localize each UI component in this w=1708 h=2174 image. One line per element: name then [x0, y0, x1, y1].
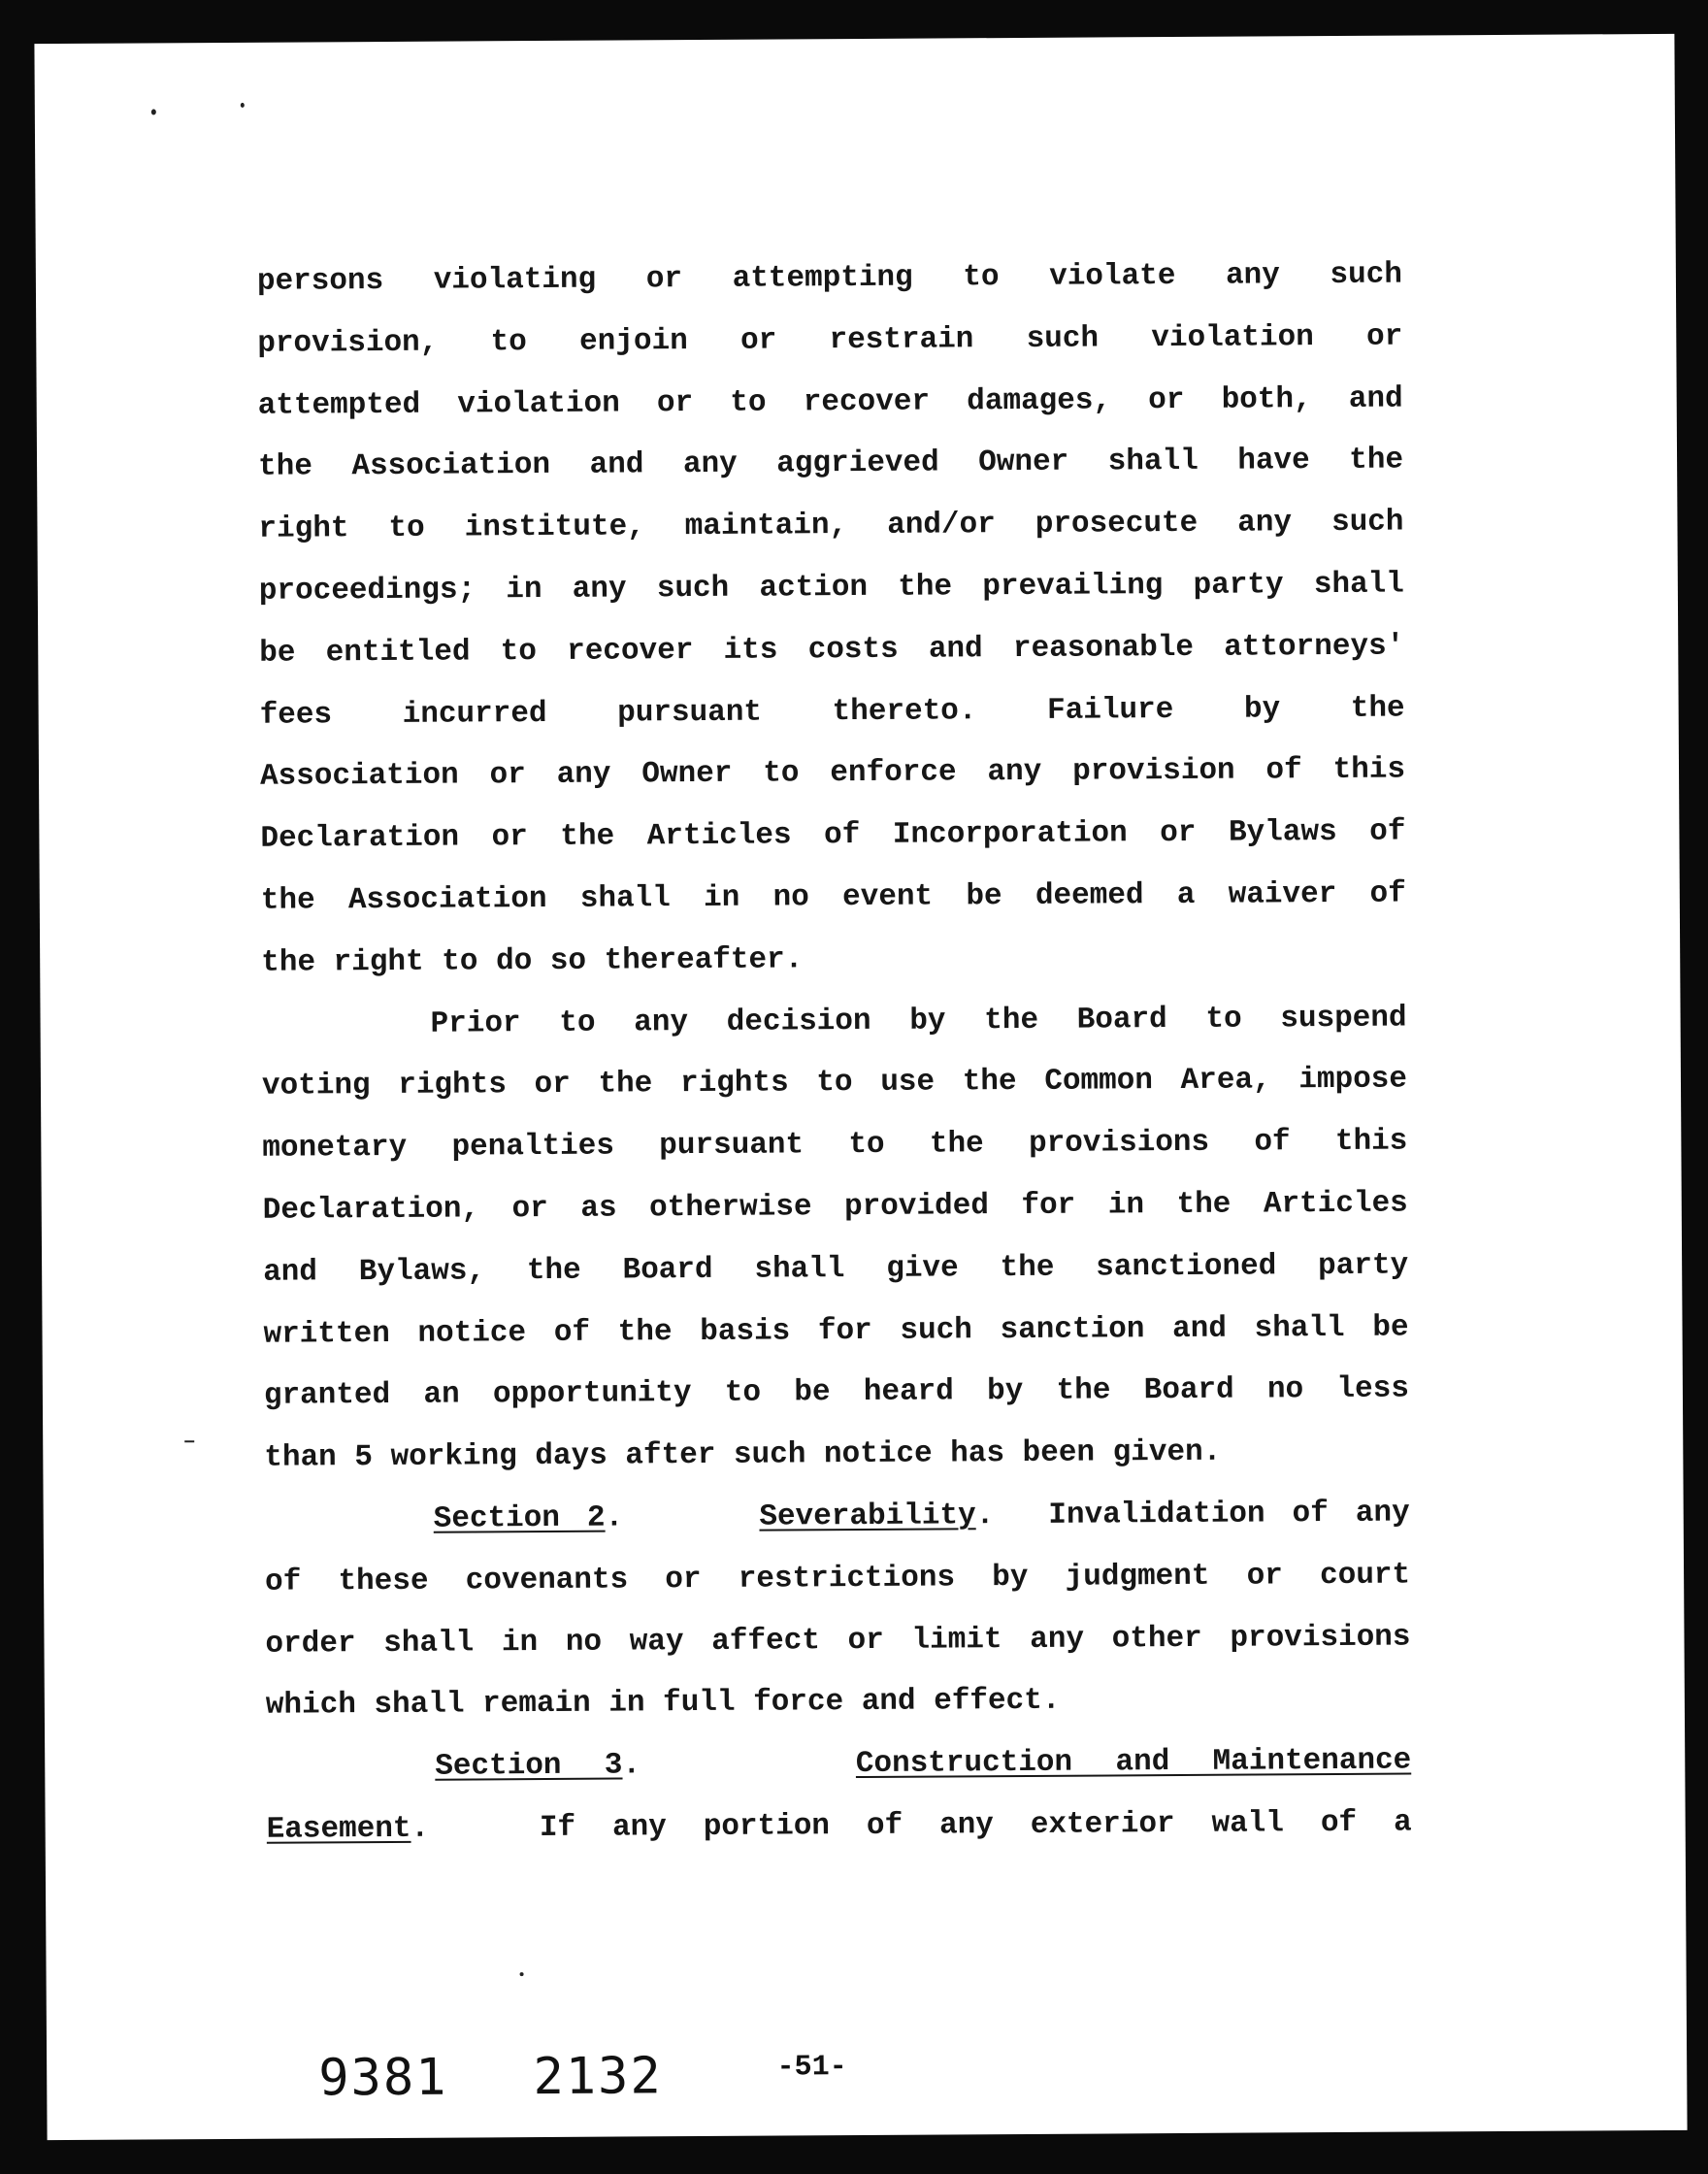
- page-number: -51-: [776, 2051, 847, 2085]
- document-code-a: 9381: [318, 2048, 448, 2108]
- text-line: If any portion of any exterior wall of a: [539, 1805, 1412, 1845]
- scan-speck: [151, 109, 156, 115]
- document-code-b: 2132: [533, 2047, 663, 2107]
- section-2-title: Severability: [759, 1499, 976, 1534]
- text-line: attempted violation or to recover damages, or both, and: [257, 381, 1403, 423]
- text-line: the right to do so thereafter.: [261, 942, 804, 980]
- text-line: persons violating or attempting to violate any such: [256, 257, 1403, 299]
- section-3-title: Construction and Maintenance: [855, 1743, 1412, 1782]
- text-line: the Association and any aggrieved Owner shall have the: [257, 443, 1404, 485]
- text-line: fees incurred pursuant thereto. Failure by the: [259, 691, 1405, 733]
- text-line: granted an opportunity to be heard by the Board no less: [263, 1371, 1410, 1414]
- text-line: which shall remain in full force and effect.: [265, 1684, 1061, 1724]
- text-line: Prior to any decision by the Board to suspend: [430, 1001, 1407, 1041]
- section-3-label: Section 3: [435, 1748, 623, 1784]
- scan-speck: [184, 1440, 194, 1442]
- section-3-construction: [266, 1730, 1412, 1861]
- text-line: Declaration, or as otherwise provided for in the Articles: [262, 1186, 1408, 1228]
- text-line: and Bylaws, the Board shall give the sanctioned party: [263, 1248, 1409, 1290]
- body-text: [257, 245, 1412, 1861]
- text-line: order shall in no way affect or limit any other provisions: [265, 1620, 1411, 1662]
- text-line-indented: [261, 987, 1406, 1056]
- text-line: voting rights or the rights to use the Common Area, impose: [261, 1062, 1408, 1104]
- section-2-heading-line: Section 2. Severability. Invalidation of any: [433, 1496, 1410, 1536]
- section-3-heading-line: Section 3. Construction and Maintenance: [435, 1743, 1412, 1784]
- text-line: be entitled to recover its costs and reasonable attorneys': [259, 629, 1405, 671]
- text-line: Declaration or the Articles of Incorporation or Bylaws of: [260, 814, 1406, 856]
- text-line: of these covenants or restrictions by judgment or court: [264, 1558, 1411, 1599]
- text-line: right to institute, maintain, and/or prosecute any such: [258, 505, 1404, 546]
- text-line: Association or any Owner to enforce any provision of this: [259, 752, 1406, 795]
- text-line: proceedings; in any such action the prevailing party shall: [258, 567, 1404, 609]
- scan-speck: [241, 103, 245, 108]
- section-3-second-line: Easement. If any portion of any exterior wall of a: [266, 1805, 1412, 1847]
- text-line: the Association shall in no event be deemed a waiver of: [260, 876, 1406, 918]
- section-3-title-continued: Easement: [266, 1811, 411, 1847]
- document-page: [34, 34, 1687, 2140]
- text-line: provision, to enjoin or restrain such violation or: [257, 319, 1403, 361]
- text-line: than 5 working days after such notice has been given.: [264, 1434, 1222, 1475]
- page-footer: [318, 2046, 847, 2107]
- text-line: monetary penalties pursuant to the provisions of this: [262, 1124, 1408, 1166]
- text-line: Invalidation of any: [1048, 1496, 1410, 1532]
- section-2-label: Section 2: [433, 1500, 606, 1536]
- scan-speck: [520, 1972, 524, 1976]
- paragraph-enforcement: [257, 245, 1407, 995]
- section-2-severability: [265, 1482, 1412, 1736]
- text-line: written notice of the basis for such sanction and shall be: [263, 1310, 1409, 1352]
- paragraph-board-decision: [261, 987, 1409, 1490]
